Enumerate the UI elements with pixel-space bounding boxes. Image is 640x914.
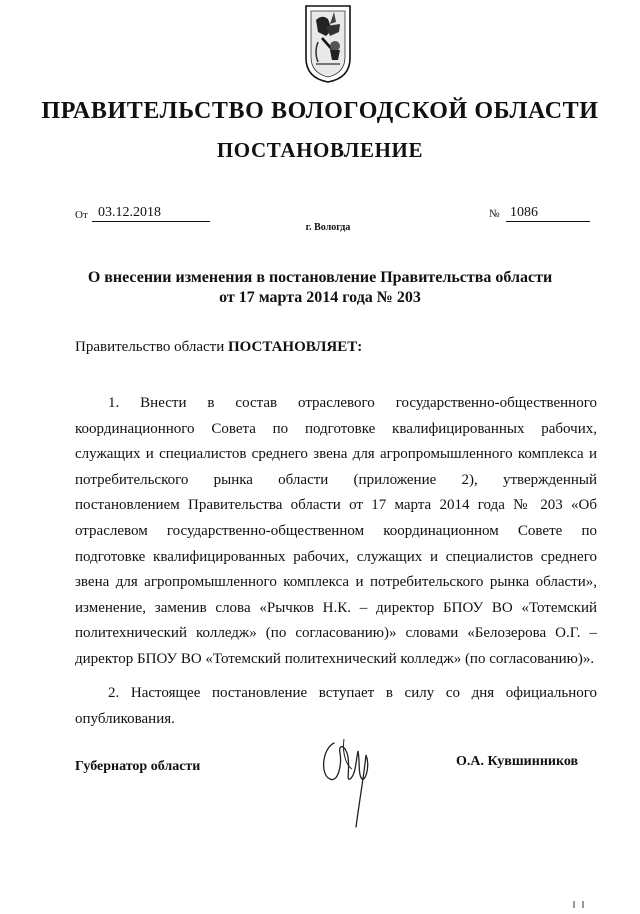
signatory-title: Губернатор области xyxy=(75,759,201,774)
date-label: От xyxy=(75,209,88,221)
document-subject xyxy=(0,268,640,308)
preamble-prefix: Правительство области xyxy=(75,339,228,355)
document-type-title: ПОСТАНОВЛЕНИЕ xyxy=(216,138,424,162)
preamble xyxy=(75,339,362,356)
coat-of-arms-emblem xyxy=(302,2,354,84)
city-label: г. Вологда xyxy=(305,222,351,233)
scan-marks xyxy=(572,896,588,904)
subject-line-2: от 17 марта 2014 года № 203 xyxy=(219,289,421,306)
organization-title: ПРАВИТЕЛЬСТВО ВОЛОГОДСКОЙ ОБЛАСТИ xyxy=(41,98,599,124)
signatory-name: О.А. Кувшинников xyxy=(456,754,579,769)
subject-line-1: О внесении изменения в постановление Правительства области xyxy=(87,269,553,286)
handwritten-signature xyxy=(316,735,376,830)
number-label: № xyxy=(489,208,500,220)
document-date: 03.12.2018 xyxy=(92,205,210,222)
paragraph-1: 1. Внести в состав отраслевого государственно-общественного координационного Совета по подготовке квалифицированных рабочих, служащих и специалистов среднего звена для агропромышленного комплекса и потребительского рынка области (приложение 2), утвержденный постановлением Правительства области от 17 марта 2014 года № 203 «Об отраслевом государственно-общественном координационном Совете по подготовке квалифицированных рабочих, служащих и специалистов среднего звена для агропромышленного комплекса и потребительского рынка области», изменение, заменив слова «Рычков Н.К. – директор БПОУ ВО «Тотемский политехнический колледж» (по согласованию)» словами «Белозерова О.Г. – директор БПОУ ВО «Тотемский политехнический колледж» (по согласованию)». xyxy=(75,395,597,667)
preamble-verb: ПОСТАНОВЛЯЕТ: xyxy=(227,339,363,355)
document-number: 1086 xyxy=(506,205,590,222)
paragraph-2: 2. Настоящее постановление вступает в силу со дня официального опубликования. xyxy=(75,685,597,727)
